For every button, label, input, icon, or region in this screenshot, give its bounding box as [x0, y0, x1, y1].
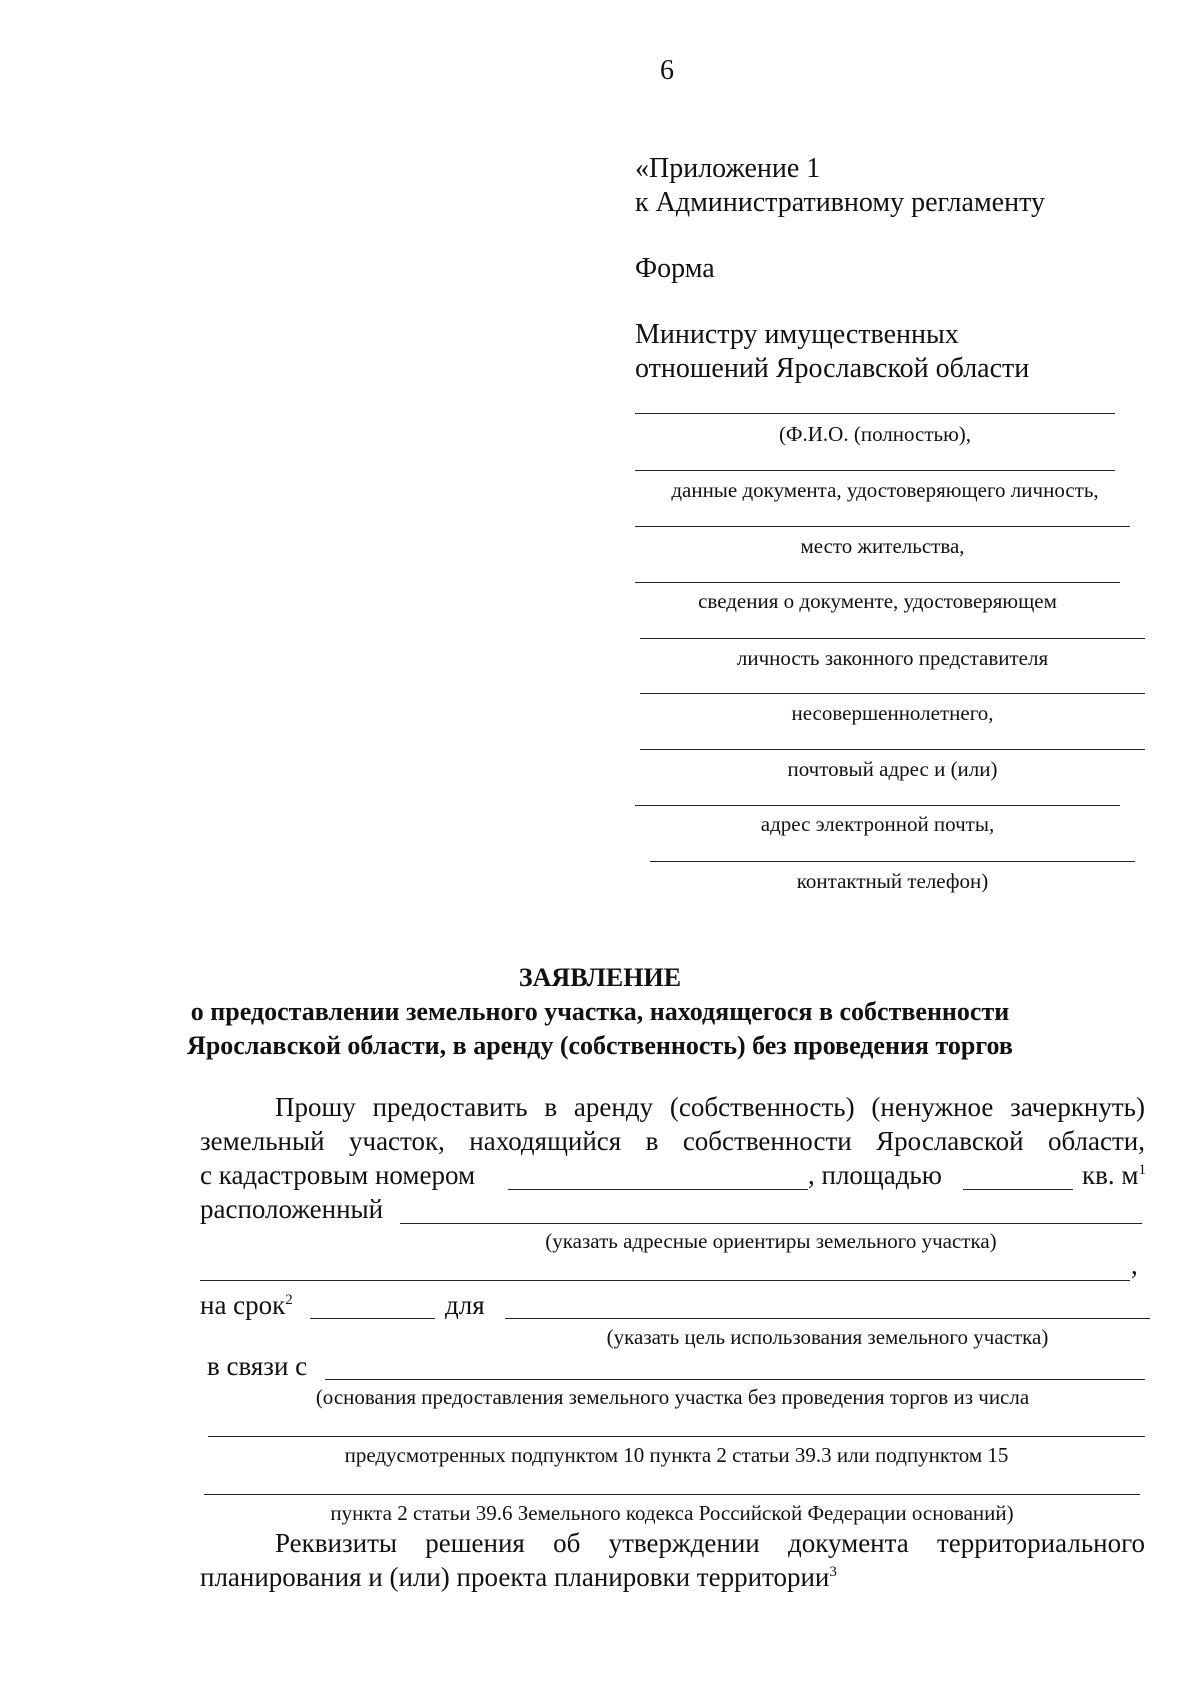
appendix-label: «Приложение 1	[635, 153, 821, 184]
cadastral-number-field[interactable]	[508, 1189, 808, 1190]
document-title: ЗАЯВЛЕНИЕ	[518, 963, 682, 992]
footnote-3-marker: 3	[829, 1564, 837, 1580]
applicant-field-line[interactable]	[640, 749, 1145, 750]
document-subtitle-line-1: о предоставлении земельного участка, находящегося в собственности	[190, 997, 1010, 1026]
for-label: для	[445, 1290, 485, 1320]
reason-label: в связи с	[207, 1351, 308, 1381]
located-label: расположенный	[200, 1194, 384, 1224]
form-label: Форма	[635, 253, 715, 284]
reason-field[interactable]	[325, 1379, 1145, 1380]
reason-field-3[interactable]	[204, 1494, 1140, 1495]
applicant-field-line[interactable]	[635, 805, 1120, 806]
applicant-field-caption: личность законного представителя	[736, 646, 1049, 670]
address-caption: (указать адресные ориентиры земельного участка)	[545, 1229, 997, 1253]
paragraph-2-line-2: планирования и (или) проекта планировки территории$^3$	[200, 1562, 837, 1592]
applicant-field-line[interactable]	[640, 693, 1145, 694]
term-label: на срок$^2$	[200, 1290, 293, 1320]
document-subtitle-line-2: Ярославской области, в аренду (собственность) без проведения торгов	[187, 1031, 1013, 1060]
applicant-field-line[interactable]	[635, 582, 1120, 583]
reason-field-2[interactable]	[208, 1436, 1145, 1437]
footnote-2-marker: 2	[285, 1292, 293, 1308]
area-field[interactable]	[963, 1189, 1073, 1190]
reason-caption-3: пункта 2 статьи 39.6 Земельного кодекса Российской Федерации оснований)	[330, 1501, 1014, 1525]
term-field[interactable]	[310, 1318, 435, 1319]
applicant-field-line[interactable]	[635, 470, 1115, 471]
paragraph-1-line-1: Прошу предоставить в аренду (собственность) (ненужное зачеркнуть)	[275, 1092, 1145, 1122]
area-unit: кв. $м^1$	[1082, 1160, 1146, 1190]
applicant-field-caption: сведения о документе, удостоверяющем	[698, 589, 1057, 613]
page-number: 6	[660, 55, 674, 86]
applicant-field-line[interactable]	[640, 638, 1145, 639]
applicant-field-line[interactable]	[635, 413, 1115, 414]
applicant-field-caption: (Ф.И.О. (полностью),	[778, 422, 972, 446]
reason-caption-2: предусмотренных подпунктом 10 пункта 2 статьи 39.3 или подпунктом 15	[344, 1443, 1009, 1467]
purpose-field[interactable]	[505, 1318, 1150, 1319]
footnote-1-marker: 1	[1138, 1162, 1146, 1178]
applicant-field-caption: почтовый адрес и (или)	[787, 757, 998, 781]
applicant-field-caption: адрес электронной почты,	[760, 812, 995, 836]
paragraph-2-line-1: Реквизиты решения об утверждении документа территориального	[275, 1528, 1145, 1558]
applicant-field-caption: несовершеннолетнего,	[791, 701, 994, 725]
applicant-field-line[interactable]	[635, 526, 1130, 527]
addressee-line-1: Министру имущественных	[635, 319, 959, 350]
address-field[interactable]	[400, 1223, 1142, 1224]
address-field-continued[interactable]	[200, 1280, 1130, 1281]
paragraph-1-line-2: земельный участок, находящийся в собственности Ярославской области,	[200, 1126, 1145, 1156]
applicant-field-caption: данные документа, удостоверяющего личность,	[671, 478, 1099, 502]
applicant-field-line[interactable]	[650, 861, 1135, 862]
purpose-caption: (указать цель использования земельного участка)	[606, 1325, 1049, 1349]
area-label: , площадью	[808, 1160, 942, 1190]
applicant-field-caption: место жительства,	[800, 534, 965, 558]
applicant-field-caption: контактный телефон)	[796, 869, 989, 893]
reason-caption-1: (основания предоставления земельного участка без проведения торгов из числа	[315, 1385, 1030, 1409]
addressee-line-2: отношений Ярославской области	[635, 353, 1030, 384]
cadastral-label: с кадастровым номером	[200, 1160, 476, 1190]
regulation-label: к Административному регламенту	[635, 187, 1045, 218]
address-comma: ,	[1131, 1250, 1138, 1280]
